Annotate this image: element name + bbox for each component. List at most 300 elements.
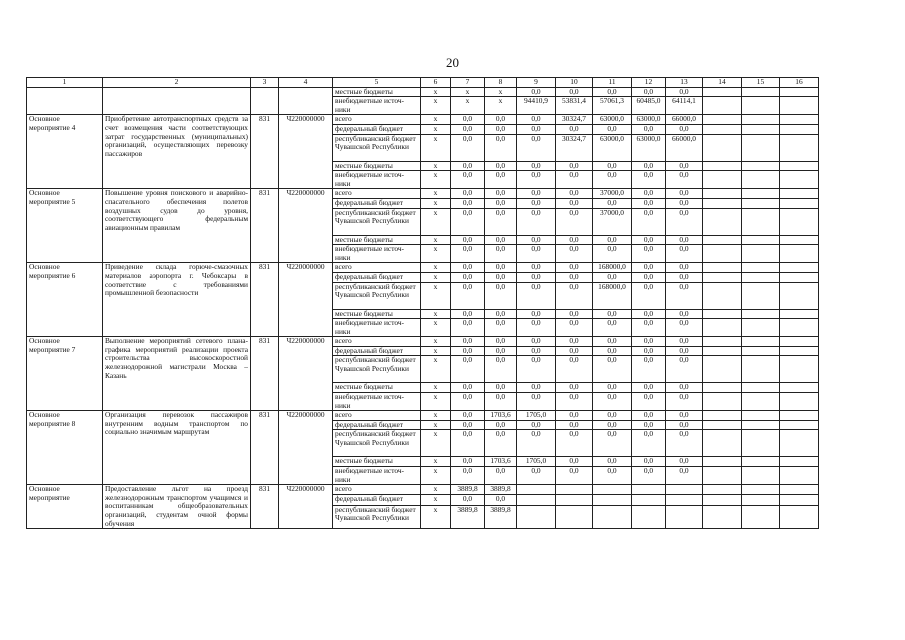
value-cell: 0,0 — [485, 171, 517, 189]
value-cell: 0,0 — [451, 263, 485, 273]
value-cell: x — [421, 208, 451, 235]
empty-cell — [780, 235, 819, 245]
value-cell: 0,0 — [632, 393, 666, 411]
measure-description-cell: Повышение уровня поискового и аварийно-спасательного обеспечения полетов воздушных судов до уровня, соответствующего федеральным авиационным правилам — [103, 189, 251, 263]
grbs-code-cell: 831 — [251, 115, 279, 189]
empty-cell — [703, 171, 742, 189]
value-cell: x — [421, 495, 451, 505]
value-cell: 0,0 — [632, 356, 666, 383]
empty-cell — [703, 495, 742, 505]
value-cell: 0,0 — [517, 87, 556, 97]
value-cell: 168000,0 — [593, 263, 632, 273]
empty-cell — [27, 87, 103, 115]
value-cell: 0,0 — [485, 208, 517, 235]
value-cell: 0,0 — [451, 235, 485, 245]
value-cell: 0,0 — [517, 171, 556, 189]
value-cell: 0,0 — [451, 245, 485, 263]
empty-cell — [742, 124, 780, 134]
value-cell: 1705,0 — [517, 411, 556, 421]
value-cell: 0,0 — [632, 87, 666, 97]
value-cell — [593, 495, 632, 505]
value-cell: x — [421, 356, 451, 383]
empty-cell — [703, 161, 742, 171]
value-cell: 0,0 — [593, 87, 632, 97]
value-cell: 168000,0 — [593, 282, 632, 309]
target-article-code-cell: Ч220000000 — [279, 115, 333, 189]
measure-title-cell: Основное мероприятие 6 — [27, 263, 103, 337]
value-cell: x — [421, 309, 451, 319]
value-cell: x — [421, 457, 451, 467]
value-cell: x — [421, 282, 451, 309]
value-cell: 0,0 — [517, 337, 556, 347]
funding-source-cell: республиканский бюджет Чувашской Республики — [333, 430, 421, 457]
empty-cell — [703, 134, 742, 161]
value-cell: 0,0 — [485, 393, 517, 411]
grbs-code-cell: 831 — [251, 189, 279, 263]
measure-title-cell: Основное мероприятие 8 — [27, 411, 103, 485]
value-cell: 0,0 — [632, 235, 666, 245]
empty-cell — [780, 495, 819, 505]
funding-source-cell: местные бюджеты — [333, 457, 421, 467]
value-cell: 0,0 — [593, 309, 632, 319]
value-cell: 0,0 — [451, 393, 485, 411]
value-cell: 0,0 — [485, 383, 517, 393]
table-row — [27, 411, 819, 421]
measure-title-cell: Основное мероприятие 5 — [27, 189, 103, 263]
empty-cell — [703, 245, 742, 263]
column-number-cell: 2 — [103, 78, 251, 88]
value-cell — [632, 505, 666, 529]
empty-cell — [742, 87, 780, 97]
grbs-code-cell: 831 — [251, 485, 279, 529]
value-cell: 0,0 — [593, 457, 632, 467]
funding-source-cell: республиканский бюджет Чувашской Республики — [333, 505, 421, 529]
value-cell: 0,0 — [517, 272, 556, 282]
funding-source-cell: федеральный бюджет — [333, 124, 421, 134]
value-cell: 0,0 — [517, 134, 556, 161]
empty-cell — [780, 467, 819, 485]
value-cell: 0,0 — [593, 161, 632, 171]
empty-cell — [780, 272, 819, 282]
empty-cell — [742, 134, 780, 161]
value-cell: 0,0 — [666, 420, 703, 430]
measure-description-cell: Приобретение автотранспортных средств за счет возмещения части соответствующих затрат государственных (муниципальных) организаций, осуществляющих перевозку пассажиров — [103, 115, 251, 189]
value-cell: 0,0 — [556, 393, 593, 411]
empty-cell — [742, 346, 780, 356]
value-cell: 0,0 — [666, 198, 703, 208]
value-cell: 0,0 — [451, 161, 485, 171]
column-number-cell: 13 — [666, 78, 703, 88]
funding-source-cell: внебюджетные источ-ники — [333, 393, 421, 411]
empty-cell — [703, 309, 742, 319]
empty-cell — [780, 245, 819, 263]
value-cell: 0,0 — [451, 356, 485, 383]
value-cell: x — [421, 124, 451, 134]
empty-cell — [780, 263, 819, 273]
value-cell — [666, 495, 703, 505]
value-cell: 0,0 — [451, 457, 485, 467]
value-cell: 0,0 — [451, 198, 485, 208]
value-cell: 0,0 — [632, 346, 666, 356]
empty-cell — [703, 97, 742, 115]
column-number-cell: 10 — [556, 78, 593, 88]
value-cell: 0,0 — [666, 272, 703, 282]
empty-cell — [703, 430, 742, 457]
empty-cell — [780, 124, 819, 134]
value-cell: 0,0 — [593, 245, 632, 263]
column-number-cell: 6 — [421, 78, 451, 88]
column-number-cell: 14 — [703, 78, 742, 88]
value-cell: 0,0 — [632, 420, 666, 430]
funding-source-cell: внебюджетные источ-ники — [333, 171, 421, 189]
value-cell: x — [421, 198, 451, 208]
empty-cell — [703, 505, 742, 529]
value-cell: x — [421, 430, 451, 457]
value-cell: 0,0 — [632, 282, 666, 309]
value-cell: 0,0 — [556, 208, 593, 235]
empty-cell — [742, 485, 780, 495]
empty-cell — [742, 430, 780, 457]
value-cell: 0,0 — [451, 171, 485, 189]
value-cell: 0,0 — [517, 124, 556, 134]
value-cell: 0,0 — [556, 457, 593, 467]
value-cell: 0,0 — [451, 319, 485, 337]
value-cell: 0,0 — [593, 198, 632, 208]
value-cell: x — [421, 87, 451, 97]
empty-cell — [742, 263, 780, 273]
value-cell: 0,0 — [666, 467, 703, 485]
value-cell — [666, 485, 703, 495]
value-cell: 0,0 — [593, 235, 632, 245]
grbs-code-cell: 831 — [251, 263, 279, 337]
value-cell: 0,0 — [556, 337, 593, 347]
value-cell: 0,0 — [666, 346, 703, 356]
value-cell: 0,0 — [632, 124, 666, 134]
value-cell: 0,0 — [451, 430, 485, 457]
empty-cell — [742, 309, 780, 319]
funding-source-cell: внебюджетные источ-ники — [333, 319, 421, 337]
value-cell: 0,0 — [517, 115, 556, 125]
value-cell: x — [421, 115, 451, 125]
value-cell: 0,0 — [451, 124, 485, 134]
empty-cell — [703, 189, 742, 199]
value-cell: 0,0 — [556, 346, 593, 356]
value-cell: 0,0 — [556, 319, 593, 337]
value-cell: 0,0 — [666, 245, 703, 263]
funding-source-cell: федеральный бюджет — [333, 346, 421, 356]
column-number-cell: 5 — [333, 78, 421, 88]
target-article-code-cell: Ч220000000 — [279, 337, 333, 411]
value-cell: 3889,8 — [451, 485, 485, 495]
value-cell: 0,0 — [593, 171, 632, 189]
value-cell: x — [421, 346, 451, 356]
value-cell: 0,0 — [632, 309, 666, 319]
value-cell: 3889,8 — [451, 505, 485, 529]
measure-title-cell: Основное мероприятие 4 — [27, 115, 103, 189]
funding-source-cell: местные бюджеты — [333, 235, 421, 245]
column-number-cell: 15 — [742, 78, 780, 88]
value-cell: 63000,0 — [593, 115, 632, 125]
value-cell: 0,0 — [593, 346, 632, 356]
funding-source-cell: всего — [333, 189, 421, 199]
empty-cell — [780, 356, 819, 383]
value-cell: 37000,0 — [593, 208, 632, 235]
value-cell: 0,0 — [556, 124, 593, 134]
empty-cell — [742, 319, 780, 337]
value-cell — [632, 495, 666, 505]
value-cell: 66000,0 — [666, 115, 703, 125]
value-cell: 0,0 — [517, 467, 556, 485]
value-cell: 0,0 — [451, 411, 485, 421]
table-row — [27, 115, 819, 125]
empty-cell — [703, 282, 742, 309]
value-cell: x — [485, 87, 517, 97]
value-cell: x — [421, 383, 451, 393]
funding-source-cell: федеральный бюджет — [333, 495, 421, 505]
value-cell: 0,0 — [666, 161, 703, 171]
empty-cell — [703, 485, 742, 495]
empty-cell — [780, 208, 819, 235]
value-cell: 0,0 — [556, 282, 593, 309]
value-cell: 0,0 — [593, 430, 632, 457]
value-cell: 0,0 — [517, 208, 556, 235]
value-cell: 0,0 — [451, 467, 485, 485]
measure-title-cell: Основное мероприятие 7 — [27, 337, 103, 411]
column-number-cell: 3 — [251, 78, 279, 88]
value-cell: 0,0 — [593, 393, 632, 411]
value-cell: 0,0 — [632, 208, 666, 235]
value-cell — [632, 485, 666, 495]
empty-cell — [742, 467, 780, 485]
value-cell — [593, 485, 632, 495]
empty-cell — [780, 393, 819, 411]
empty-cell — [703, 457, 742, 467]
empty-cell — [780, 282, 819, 309]
value-cell: 0,0 — [517, 282, 556, 309]
empty-cell — [703, 208, 742, 235]
value-cell — [517, 505, 556, 529]
value-cell: 0,0 — [451, 115, 485, 125]
value-cell: 0,0 — [485, 272, 517, 282]
value-cell: 0,0 — [451, 134, 485, 161]
value-cell: 60485,0 — [632, 97, 666, 115]
empty-cell — [742, 393, 780, 411]
value-cell: 0,0 — [485, 235, 517, 245]
value-cell: 0,0 — [666, 235, 703, 245]
value-cell: 0,0 — [666, 430, 703, 457]
value-cell: x — [451, 97, 485, 115]
value-cell: 0,0 — [593, 319, 632, 337]
value-cell: 0,0 — [666, 383, 703, 393]
empty-cell — [742, 495, 780, 505]
value-cell: x — [421, 235, 451, 245]
value-cell: x — [421, 97, 451, 115]
column-number-cell: 11 — [593, 78, 632, 88]
column-number-cell: 16 — [780, 78, 819, 88]
value-cell: 0,0 — [666, 189, 703, 199]
funding-source-cell: всего — [333, 411, 421, 421]
empty-cell — [742, 198, 780, 208]
value-cell — [556, 495, 593, 505]
value-cell: 0,0 — [666, 393, 703, 411]
value-cell: 63000,0 — [632, 134, 666, 161]
value-cell: 0,0 — [593, 467, 632, 485]
value-cell: 0,0 — [632, 319, 666, 337]
value-cell — [556, 505, 593, 529]
empty-cell — [742, 171, 780, 189]
value-cell: 53831,4 — [556, 97, 593, 115]
value-cell: 57061,3 — [593, 97, 632, 115]
value-cell: 0,0 — [485, 337, 517, 347]
value-cell: 0,0 — [666, 282, 703, 309]
value-cell: 1705,0 — [517, 457, 556, 467]
target-article-code-cell: Ч220000000 — [279, 263, 333, 337]
column-number-cell: 12 — [632, 78, 666, 88]
value-cell: 0,0 — [517, 245, 556, 263]
value-cell: 0,0 — [485, 189, 517, 199]
empty-cell — [742, 420, 780, 430]
empty-cell — [780, 97, 819, 115]
value-cell: 0,0 — [666, 208, 703, 235]
value-cell: 0,0 — [451, 420, 485, 430]
value-cell: 0,0 — [485, 263, 517, 273]
value-cell: 0,0 — [517, 420, 556, 430]
column-number-cell: 7 — [451, 78, 485, 88]
value-cell — [593, 505, 632, 529]
empty-cell — [780, 337, 819, 347]
funding-source-cell: местные бюджеты — [333, 383, 421, 393]
value-cell: 0,0 — [451, 495, 485, 505]
value-cell: x — [421, 272, 451, 282]
value-cell: 30324,7 — [556, 134, 593, 161]
value-cell: x — [421, 161, 451, 171]
value-cell: x — [421, 420, 451, 430]
empty-cell — [703, 124, 742, 134]
target-article-code-cell: Ч220000000 — [279, 189, 333, 263]
value-cell: 0,0 — [666, 337, 703, 347]
empty-cell — [703, 319, 742, 337]
empty-cell — [703, 87, 742, 97]
value-cell: 0,0 — [666, 87, 703, 97]
empty-cell — [742, 337, 780, 347]
value-cell — [517, 495, 556, 505]
value-cell: 94410,9 — [517, 97, 556, 115]
value-cell — [556, 485, 593, 495]
value-cell: 0,0 — [517, 161, 556, 171]
value-cell: 0,0 — [632, 171, 666, 189]
empty-cell — [780, 189, 819, 199]
funding-source-cell: федеральный бюджет — [333, 198, 421, 208]
value-cell: 0,0 — [632, 189, 666, 199]
value-cell: 0,0 — [556, 420, 593, 430]
measure-description-cell: Выполнение мероприятий сетевого плана-графика мероприятий реализации проекта строительства высокоскоростной железнодорожной магистрали Москва – Казань — [103, 337, 251, 411]
value-cell: 0,0 — [666, 309, 703, 319]
empty-cell — [742, 97, 780, 115]
value-cell: 0,0 — [632, 272, 666, 282]
empty-cell — [780, 171, 819, 189]
value-cell: 0,0 — [485, 319, 517, 337]
empty-cell — [703, 383, 742, 393]
value-cell: 0,0 — [666, 263, 703, 273]
value-cell: 0,0 — [451, 208, 485, 235]
value-cell: 0,0 — [593, 411, 632, 421]
table-row — [27, 485, 819, 495]
empty-cell — [742, 115, 780, 125]
empty-cell — [703, 272, 742, 282]
funding-source-cell: всего — [333, 115, 421, 125]
value-cell: 0,0 — [666, 457, 703, 467]
funding-source-cell: республиканский бюджет Чувашской Республики — [333, 356, 421, 383]
empty-cell — [251, 87, 279, 115]
value-cell: 0,0 — [556, 87, 593, 97]
funding-source-cell: внебюджетные источ-ники — [333, 97, 421, 115]
value-cell: 1703,6 — [485, 457, 517, 467]
value-cell: 0,0 — [451, 337, 485, 347]
value-cell: 0,0 — [485, 430, 517, 457]
funding-source-cell: республиканский бюджет Чувашской Республики — [333, 282, 421, 309]
empty-cell — [780, 457, 819, 467]
value-cell: 3889,8 — [485, 485, 517, 495]
funding-source-cell: всего — [333, 263, 421, 273]
value-cell: 0,0 — [451, 309, 485, 319]
value-cell: x — [421, 171, 451, 189]
value-cell: 0,0 — [556, 189, 593, 199]
target-article-code-cell: Ч220000000 — [279, 485, 333, 529]
table-row — [27, 263, 819, 273]
empty-cell — [780, 430, 819, 457]
empty-cell — [703, 411, 742, 421]
value-cell: x — [421, 189, 451, 199]
value-cell: 0,0 — [632, 198, 666, 208]
value-cell: 0,0 — [485, 245, 517, 263]
funding-source-cell: местные бюджеты — [333, 161, 421, 171]
grbs-code-cell: 831 — [251, 337, 279, 411]
empty-cell — [703, 235, 742, 245]
value-cell: x — [421, 245, 451, 263]
value-cell: x — [421, 134, 451, 161]
funding-source-cell: местные бюджеты — [333, 87, 421, 97]
value-cell: 3889,8 — [485, 505, 517, 529]
empty-cell — [742, 208, 780, 235]
value-cell: x — [421, 319, 451, 337]
value-cell: 0,0 — [485, 115, 517, 125]
value-cell: 0,0 — [593, 383, 632, 393]
value-cell: 0,0 — [556, 245, 593, 263]
value-cell: 0,0 — [632, 457, 666, 467]
value-cell: 0,0 — [666, 319, 703, 337]
value-cell: 0,0 — [632, 263, 666, 273]
value-cell: 37000,0 — [593, 189, 632, 199]
value-cell — [666, 505, 703, 529]
value-cell: 0,0 — [485, 124, 517, 134]
empty-cell — [742, 457, 780, 467]
value-cell: 0,0 — [593, 356, 632, 383]
value-cell: 0,0 — [556, 309, 593, 319]
funding-source-cell: внебюджетные источ-ники — [333, 467, 421, 485]
empty-cell — [742, 505, 780, 529]
empty-cell — [742, 356, 780, 383]
empty-cell — [703, 346, 742, 356]
value-cell: 0,0 — [517, 309, 556, 319]
empty-cell — [780, 346, 819, 356]
page-number: 20 — [446, 55, 459, 70]
value-cell: 64114,1 — [666, 97, 703, 115]
value-cell: 0,0 — [632, 411, 666, 421]
value-cell: x — [421, 411, 451, 421]
value-cell: 0,0 — [517, 319, 556, 337]
value-cell: 0,0 — [517, 235, 556, 245]
empty-cell — [103, 87, 251, 115]
